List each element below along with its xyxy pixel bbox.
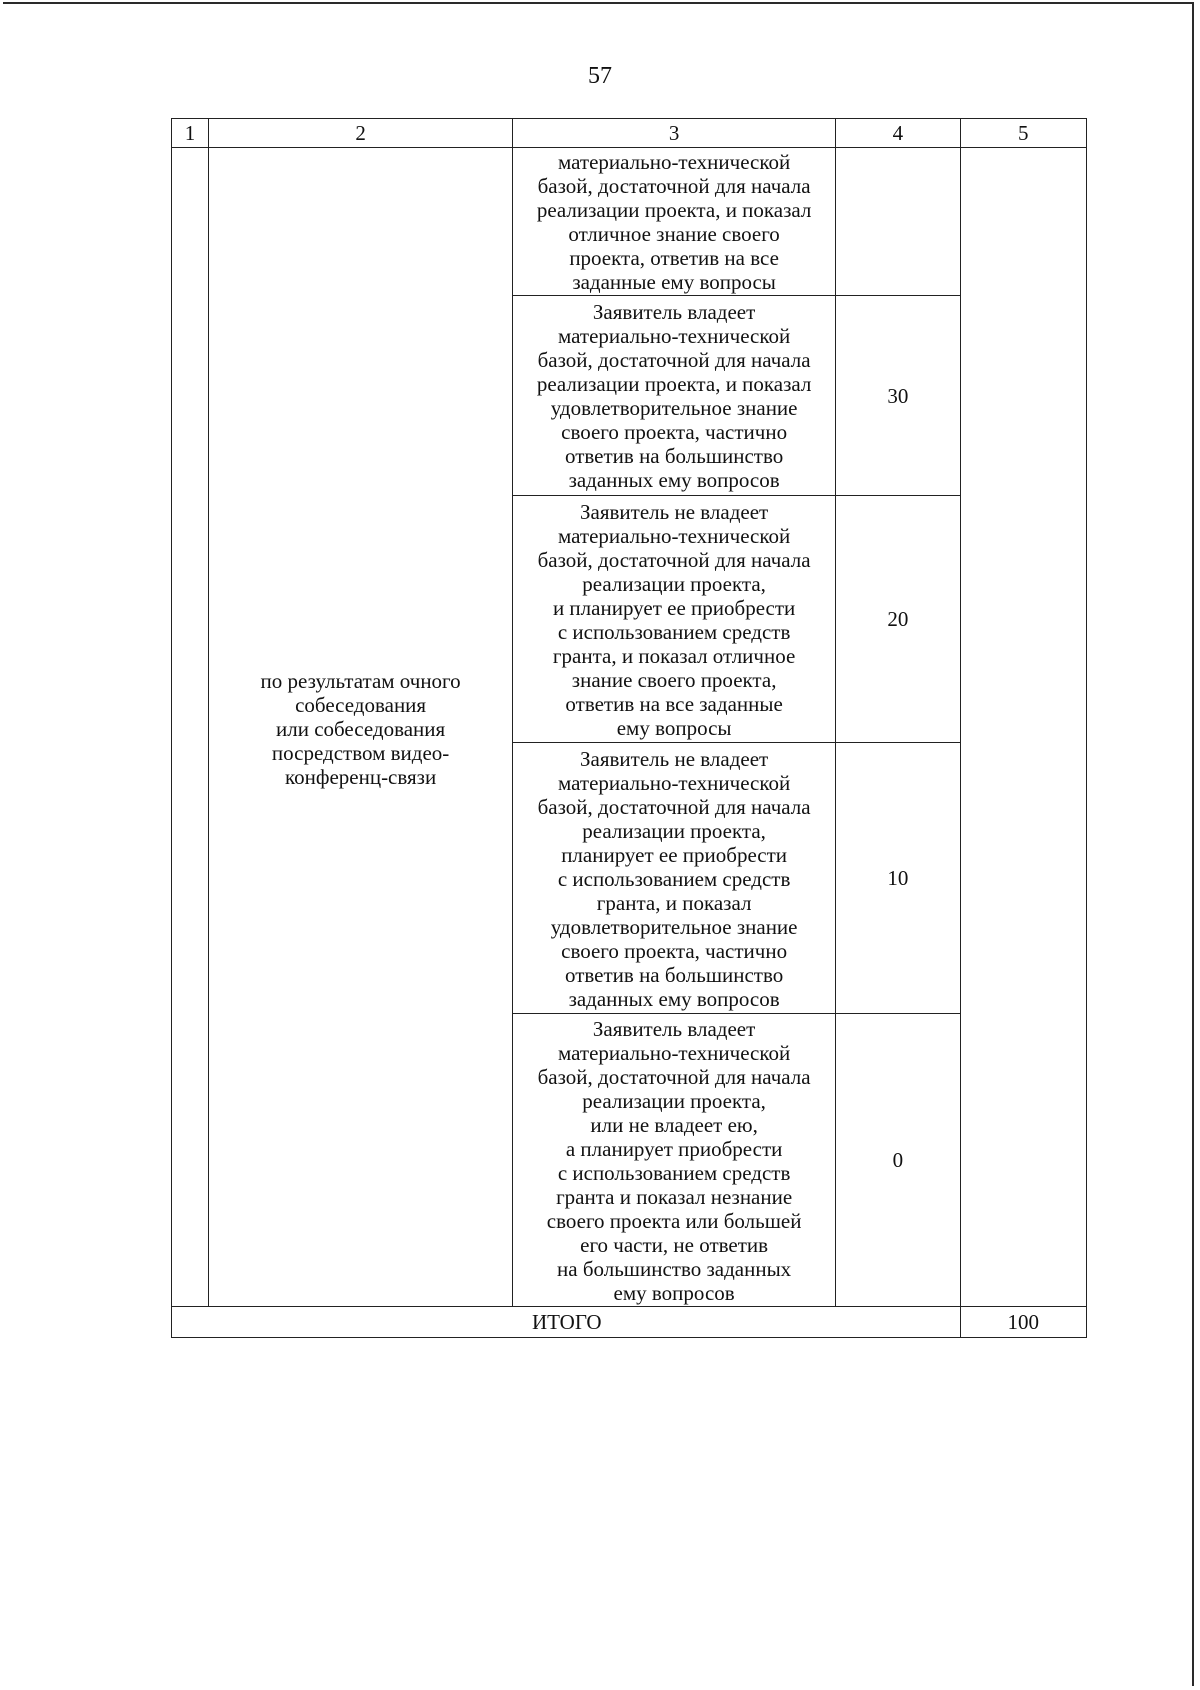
description-line: материально-технической [557,523,791,548]
total-column-cell [960,148,1086,1307]
description-line: Заявитель не владеет [580,746,769,771]
criterion-line: по результатам очного [260,669,461,693]
header-cell-1: 1 [172,119,209,148]
description-line: ответив на все заданные [565,691,783,716]
description-line: заданные ему вопросы [572,270,776,294]
criterion-cell [209,148,513,1307]
description-line: на большинство заданных [557,1256,792,1281]
description-line: или не владеет ею, [590,1112,758,1137]
description-line: базой, достаточной для начала [537,794,811,819]
description-cell [513,148,836,296]
total-label: ИТОГО [172,1307,961,1338]
criterion-line: посредством видео- [271,741,450,765]
description-line: реализации проекта, [582,818,766,843]
description-line: реализации проекта, и показал [536,372,812,396]
page-number: 57 [588,63,612,89]
description-line: удовлетворительное знание [550,914,798,939]
total-value: 100 [960,1307,1086,1338]
description-line: ему вопросы [616,715,732,740]
table-header-row [172,119,1087,148]
criterion-line: собеседования [295,693,427,717]
description-line: с использованием средств [557,619,791,644]
header-cell-2: 2 [209,119,513,148]
description-line: своего проекта или большей [546,1208,802,1233]
description-line: базой, достаточной для начала [537,174,811,198]
score-cell: 20 [836,496,960,743]
description-line: заданных ему вопросов [568,468,780,492]
description-line: гранта и показал незнание [556,1184,793,1209]
description-line: проекта, ответив на все [569,246,779,270]
header-cell-5: 5 [960,119,1086,148]
description-line: а планирует приобрести [565,1136,783,1161]
score-cell: 0 [836,1014,960,1307]
description-line: ответив на большинство [564,444,784,468]
description-line: гранта, и показал отличное [552,643,796,668]
description-line: своего проекта, частично [561,938,788,963]
description-line: материально-технической [557,770,791,795]
number-cell [172,148,209,1307]
description-line: базой, достаточной для начала [537,1064,811,1089]
description-line: базой, достаточной для начала [537,348,811,372]
description-cell [513,743,836,1014]
description-line: Заявитель владеет [592,300,756,324]
description-line: удовлетворительное знание [550,396,798,420]
description-line: реализации проекта, и показал [536,198,812,222]
description-line: отличное знание своего [568,222,780,246]
description-line: его части, не ответив [580,1232,769,1257]
description-line: гранта, и показал [596,890,752,915]
description-cell [513,1014,836,1307]
description-line: знание своего проекта, [571,667,777,692]
score-cell [836,148,960,296]
score-cell: 10 [836,743,960,1014]
description-line: материально-технической [557,1040,791,1065]
description-line: с использованием средств [557,1160,791,1185]
description-line: заданных ему вопросов [568,986,780,1011]
description-line: планирует ее приобрести [561,842,788,867]
table-row [172,148,1087,296]
description-line: реализации проекта, [582,1088,766,1113]
scoring-table [171,118,1087,1338]
description-line: ему вопросов [613,1280,735,1305]
description-line: и планирует ее приобрести [552,595,796,620]
description-line: Заявитель владеет [592,1016,756,1041]
criterion-line: или собеседования [276,717,446,741]
description-line: материально-технической [557,324,791,348]
description-line: ответив на большинство [564,962,784,987]
header-cell-3: 3 [513,119,836,148]
description-line: с использованием средств [557,866,791,891]
header-cell-4: 4 [836,119,960,148]
total-row [172,1307,1087,1338]
description-cell [513,296,836,496]
description-line: реализации проекта, [582,571,766,596]
description-line: материально-технической [557,150,791,174]
score-cell: 30 [836,296,960,496]
criterion-line: конференц-связи [284,765,437,789]
description-line: базой, достаточной для начала [537,547,811,572]
description-line: Заявитель не владеет [580,499,769,524]
description-cell [513,496,836,743]
description-line: своего проекта, частично [561,420,788,444]
